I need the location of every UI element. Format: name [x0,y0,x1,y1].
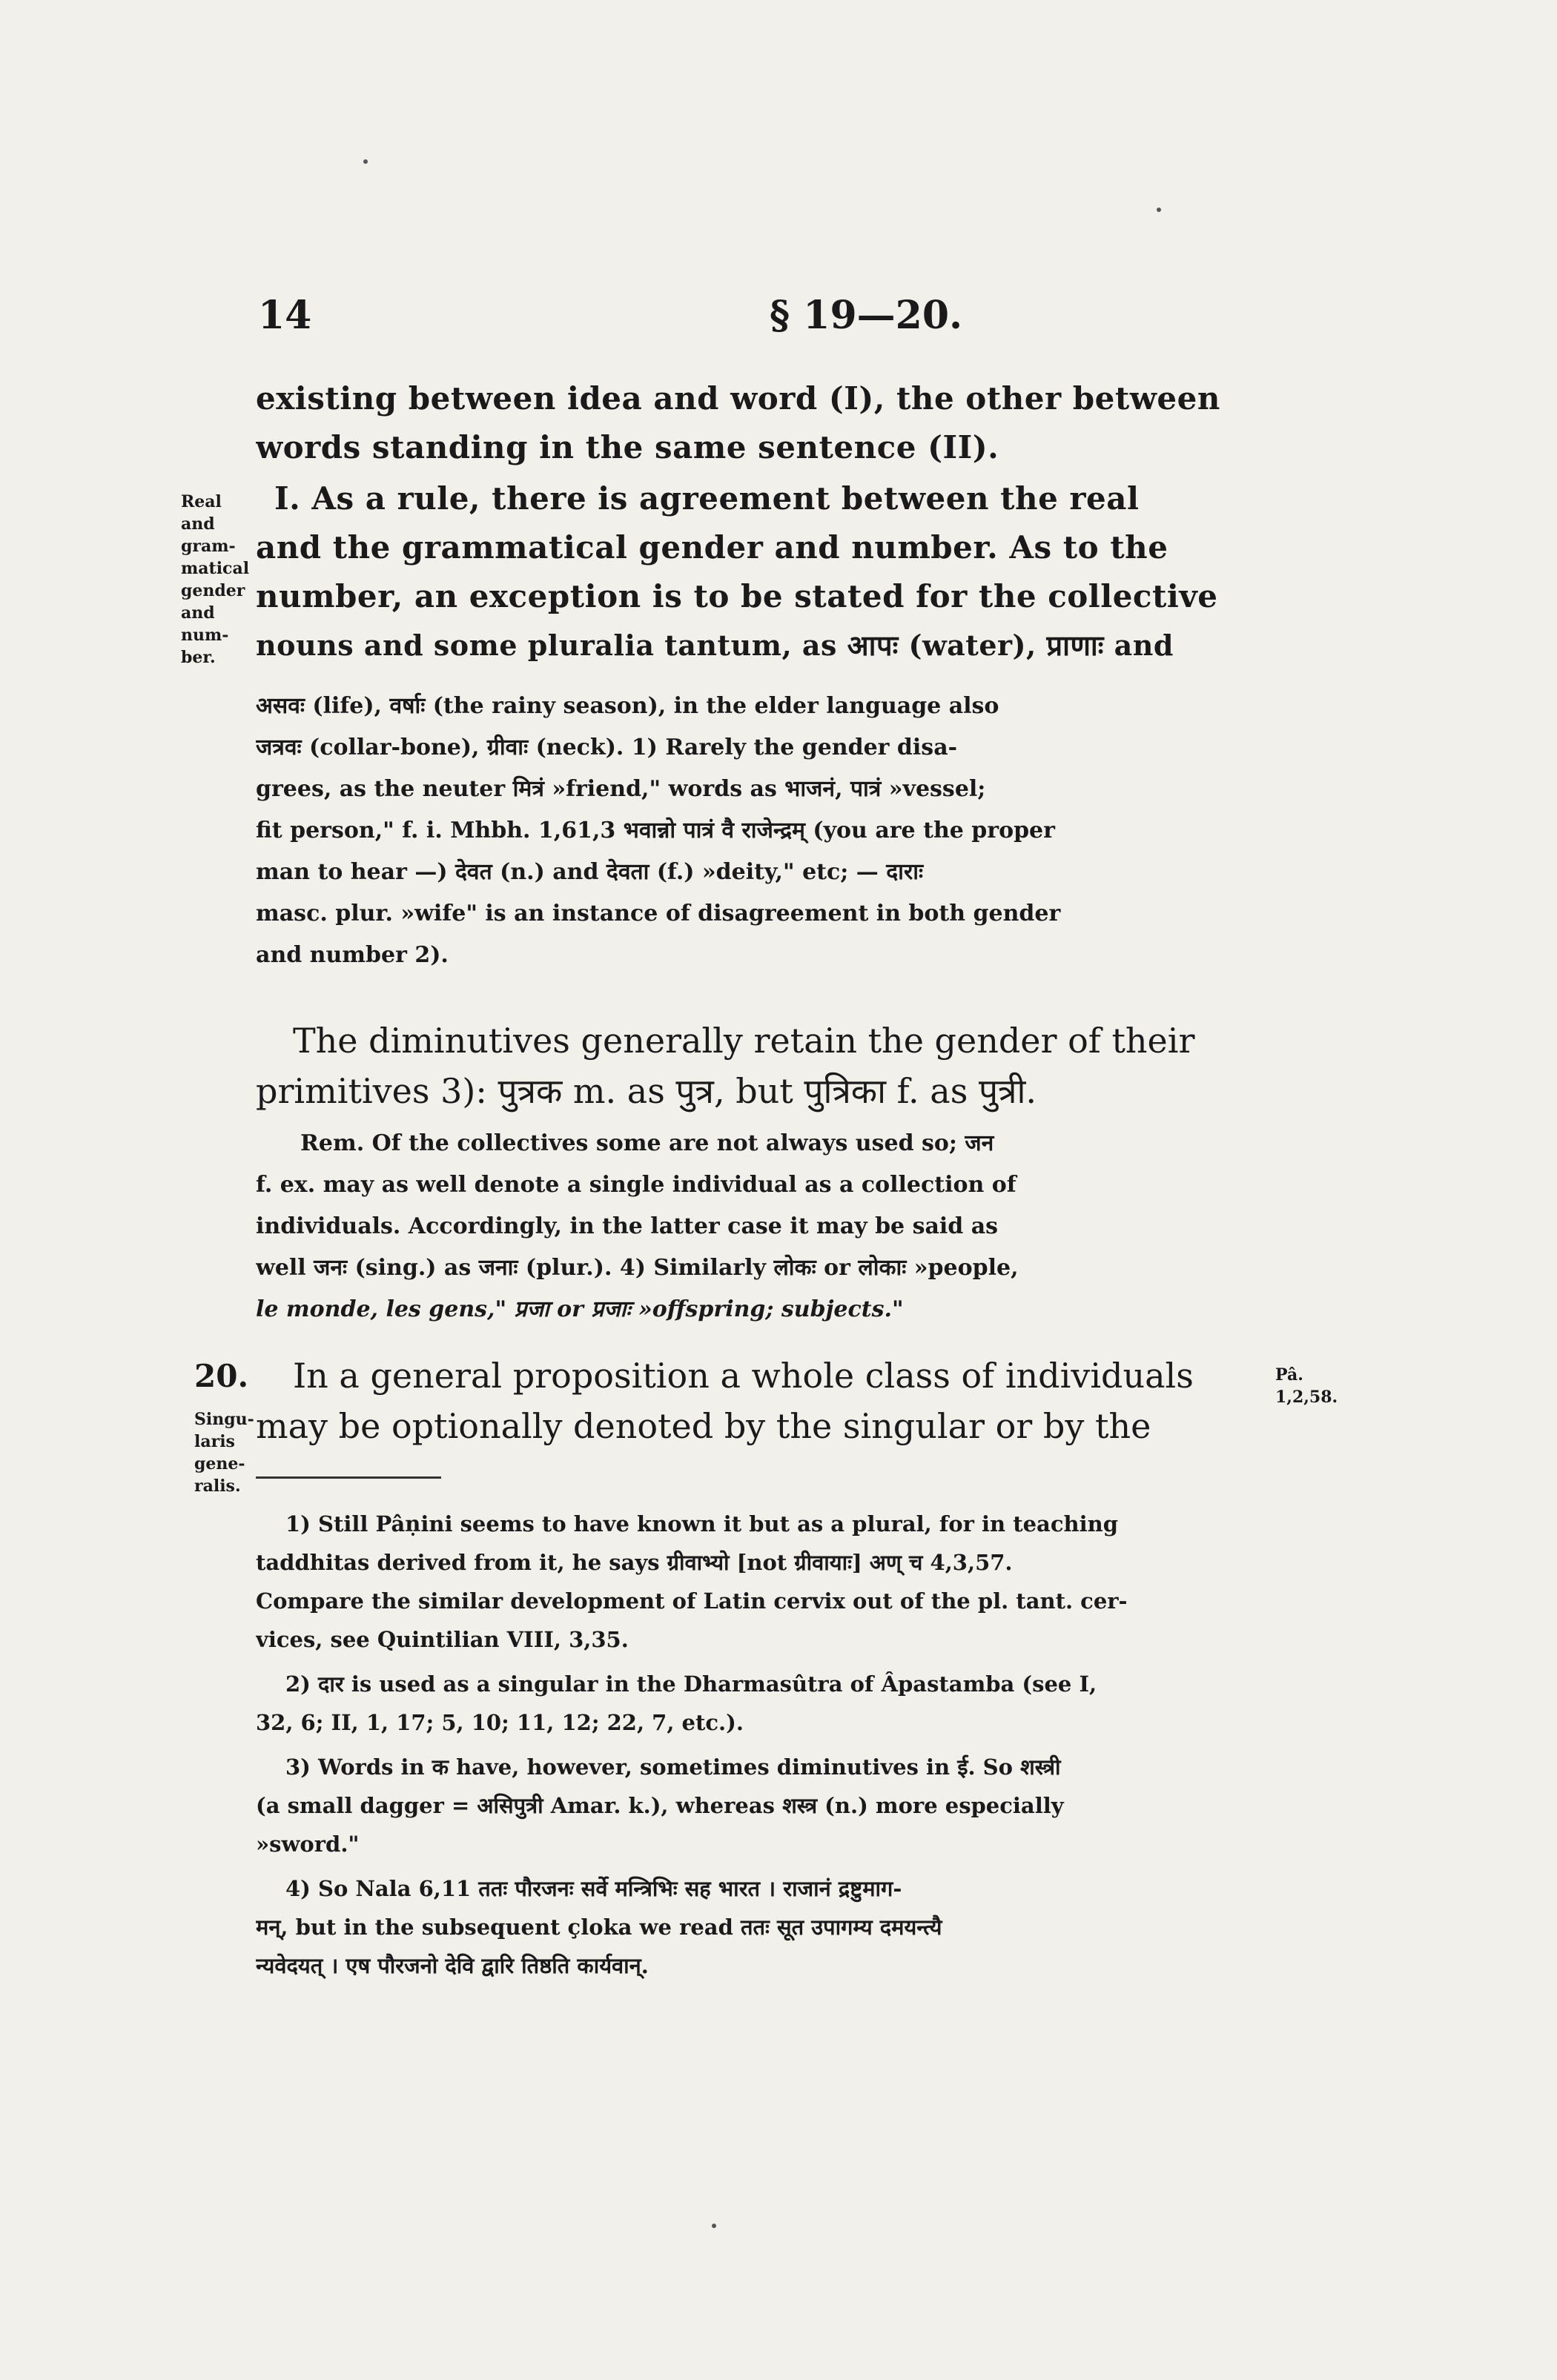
footnote-divider [256,1476,441,1479]
footnote-line: मन्, but in the subsequent çloka we read ततः सूत उपागम्य दमयन्त्यै [256,1915,942,1940]
text-line: In a general proposition a whole class of individuals [293,1356,1194,1396]
footnote-line: (a small dagger = असिपुत्री Amar. k.), whereas शस्त्र (n.) more especially [256,1793,1064,1818]
text-line: well जनः (sing.) as जनाः (plur.). 4) Similarly लोकः or लोकाः »people, [256,1255,1019,1281]
text-line: जत्रवः (collar-bone), ग्रीवाः (neck). 1) Rarely the gender disa- [256,735,958,760]
text-line: words standing in the same sentence (II). [256,429,999,465]
scan-speck [712,2224,716,2228]
remark-paragraph [256,1123,1264,1330]
text-line: masc. plur. »wife" is an instance of disagreement in both gender [256,901,1061,927]
footnote-1 [256,1505,1264,1659]
paragraph-I [256,474,1264,670]
text-line: असवः (life), वर्षाः (the rainy season), in the elder language also [256,693,999,719]
text-line: le monde, les gens," प्रजा or प्रजाः »offspring; subjects." [256,1296,904,1322]
footnote-4 [256,1869,1264,1985]
section-reference: § 19—20. [770,293,963,338]
footnotes [256,1505,1264,1985]
section-20-paragraph [256,1350,1264,1451]
text-line: number, an exception is to be stated for the collective [256,578,1218,614]
footnote-line: न्यवेदयत् । एष पौरजनो देवि द्वारि तिष्ठति कार्यवान्. [256,1953,649,1978]
text-line: primitives 3): पुत्रक m. as पुत्र, but पुत्रिका f. as पुत्री. [256,1071,1037,1111]
text-line: I. As a rule, there is agreement between the real [274,480,1140,517]
text-line: and the grammatical gender and number. As to the [256,529,1168,566]
page-number: 14 [258,293,312,338]
text-line: existing between idea and word (I), the other between [256,380,1220,417]
text-line: may be optionally denoted by the singular or by the [256,1406,1151,1446]
footnote-line: 1) Still Pâṇini seems to have known it but as a plural, for in teaching [285,1511,1118,1537]
text-line: and number 2). [256,942,449,968]
footnote-line: 3) Words in क have, however, sometimes diminutives in ई. So शस्त्री [285,1754,1061,1780]
text-line: man to hear —) देवत (n.) and देवता (f.) »deity," etc; — दाराः [256,859,924,885]
text-line: The diminutives generally retain the gender of their [293,1021,1195,1061]
text-line: fit person," f. i. Mhbh. 1,61,3 भवान्नो पात्रं वै राजेन्द्रम् (you are the proper [256,818,1055,843]
scan-speck [363,159,368,164]
page-header [258,293,1266,345]
footnote-line: »sword." [256,1832,360,1857]
diminutives-paragraph [256,1015,1264,1116]
text-line: Rem. Of the collectives some are not always used so; जन [300,1130,994,1156]
paragraph-I-continued [256,686,1264,976]
footnote-3 [256,1748,1264,1863]
footnote-line: 4) So Nala 6,11 ततः पौरजनः सर्वे मन्त्रिभिः सह भारत । राजानं द्रष्टुमाग- [285,1876,902,1901]
text-line: grees, as the neuter मित्रं »friend," words as भाजनं, पात्रं »vessel; [256,776,986,802]
margin-note-real-gender: Real and gram- matical gender and num- ber. [181,492,250,667]
text-line: individuals. Accordingly, in the latter case it may be said as [256,1213,999,1239]
margin-note-singularis: Singu- laris gene- ralis. [194,1410,254,1496]
text-line: nouns and some pluralia tantum, as आपः (water), प्राणाः and [256,629,1174,662]
footnote-line: 2) दार is used as a singular in the Dharmasûtra of Âpastamba (see I, [285,1671,1097,1697]
intro-paragraph [256,374,1264,472]
footnote-line: Compare the similar development of Latin cervix out of the pl. tant. cer- [256,1588,1128,1614]
footnote-line: vices, see Quintilian VIII, 3,35. [256,1627,629,1652]
footnote-line: taddhitas derived from it, he says ग्रीवाभ्यो [not ग्रीवायाः] अण् च 4,3,57. [256,1550,1013,1575]
section-number-20: 20. [194,1358,249,1394]
footnote-2 [256,1665,1264,1742]
footnote-line: 32, 6; II, 1, 17; 5, 10; 11, 12; 22, 7, etc.). [256,1710,744,1735]
margin-note-panini-ref: Pâ. 1,2,58. [1275,1365,1338,1407]
text-line: f. ex. may as well denote a single individual as a collection of [256,1172,1016,1198]
scan-speck [1157,208,1161,212]
